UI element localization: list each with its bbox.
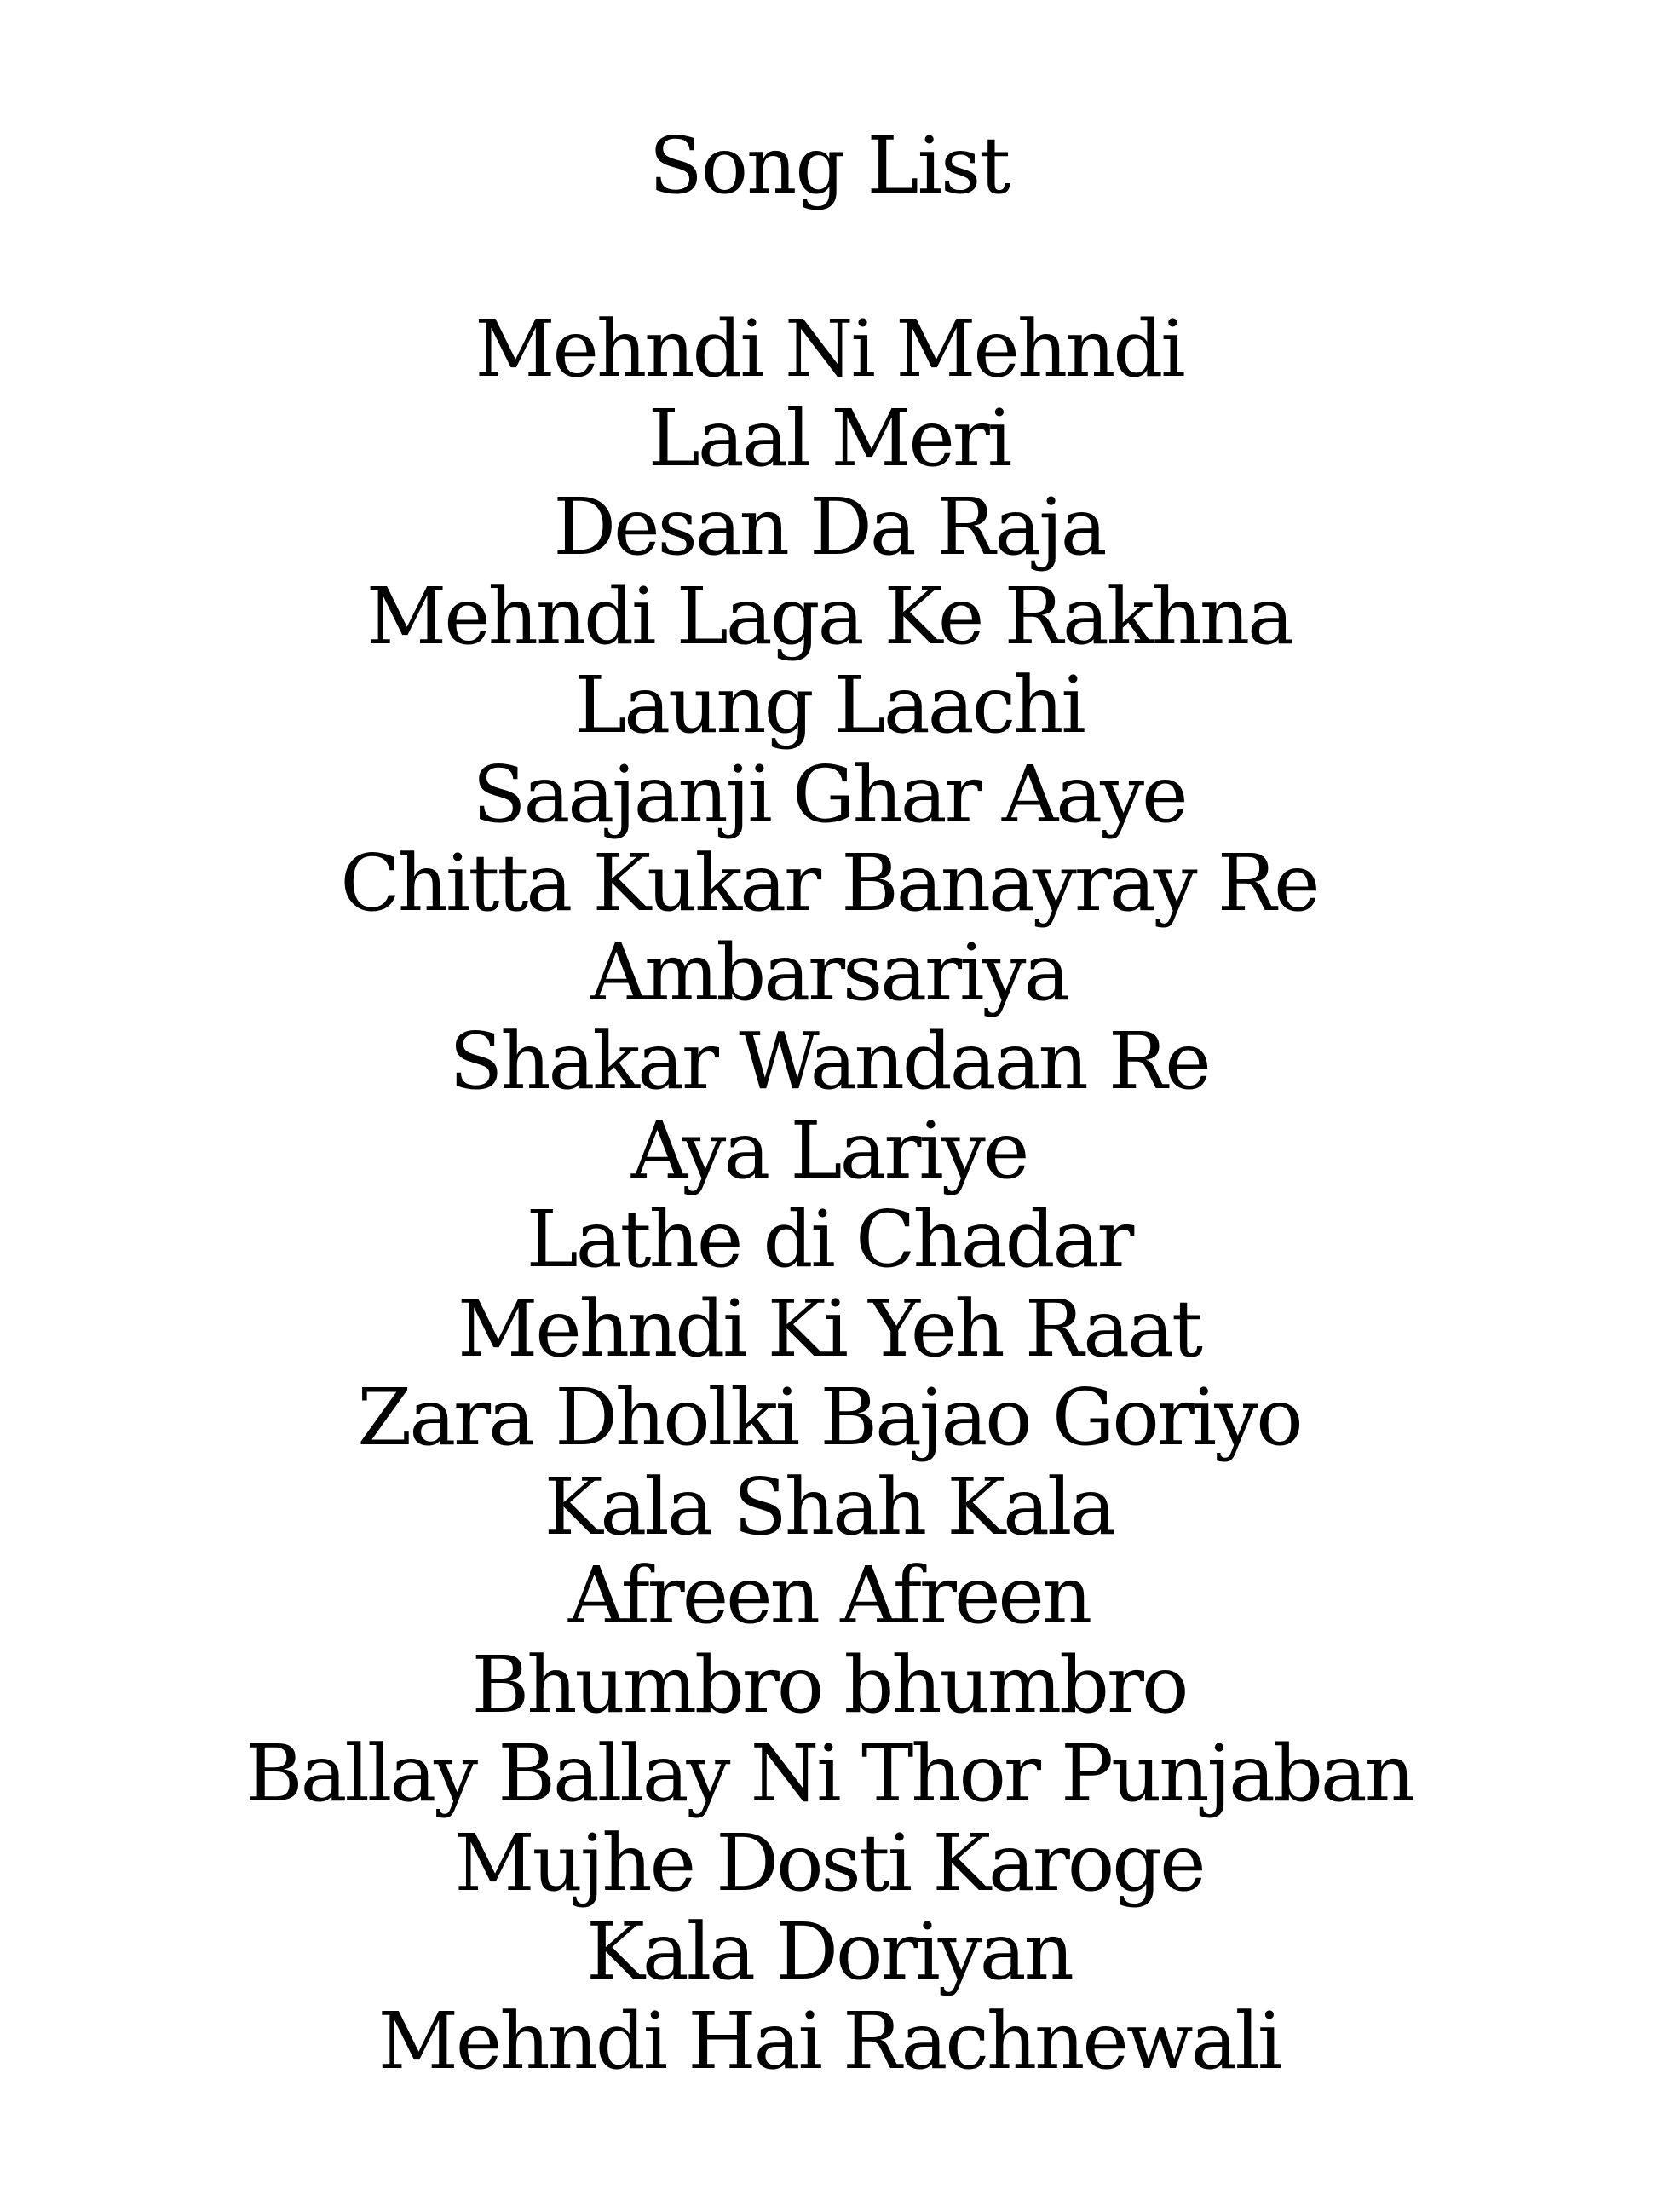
song-item: Mehndi Hai Rachnewali [377, 1995, 1281, 2087]
song-item: Bhumbro bhumbro [471, 1639, 1187, 1731]
song-item: Laung Laachi [574, 660, 1084, 751]
song-item: Shakar Wandaan Re [449, 1016, 1209, 1107]
song-item: Aya Lariye [630, 1104, 1028, 1196]
song-item: Ambarsariya [590, 926, 1068, 1018]
page-title: Song List [648, 120, 1010, 211]
song-item: Saajanji Ghar Aaye [472, 748, 1186, 840]
song-item: Laal Meri [648, 392, 1010, 484]
song-item: Mehndi Ni Mehndi [475, 303, 1183, 395]
song-item: Lathe di Chadar [526, 1194, 1132, 1285]
song-item: Kala Doriyan [586, 1906, 1072, 1997]
song-item: Zara Dholki Bajao Goriyo [357, 1372, 1301, 1463]
song-item: Mujhe Dosti Karoge [454, 1817, 1204, 1909]
song-item: Mehndi Ki Yeh Raat [458, 1282, 1200, 1374]
song-list [0, 305, 1658, 2086]
song-item: Kala Shah Kala [544, 1460, 1114, 1552]
song-item: Chitta Kukar Banayray Re [340, 838, 1318, 929]
song-item: Mehndi Laga Ke Rakhna [366, 570, 1292, 662]
song-item: Desan Da Raja [553, 481, 1105, 573]
song-item: Afreen Afreen [567, 1550, 1091, 1641]
song-item: Ballay Ballay Ni Thor Punjaban [245, 1728, 1413, 1819]
